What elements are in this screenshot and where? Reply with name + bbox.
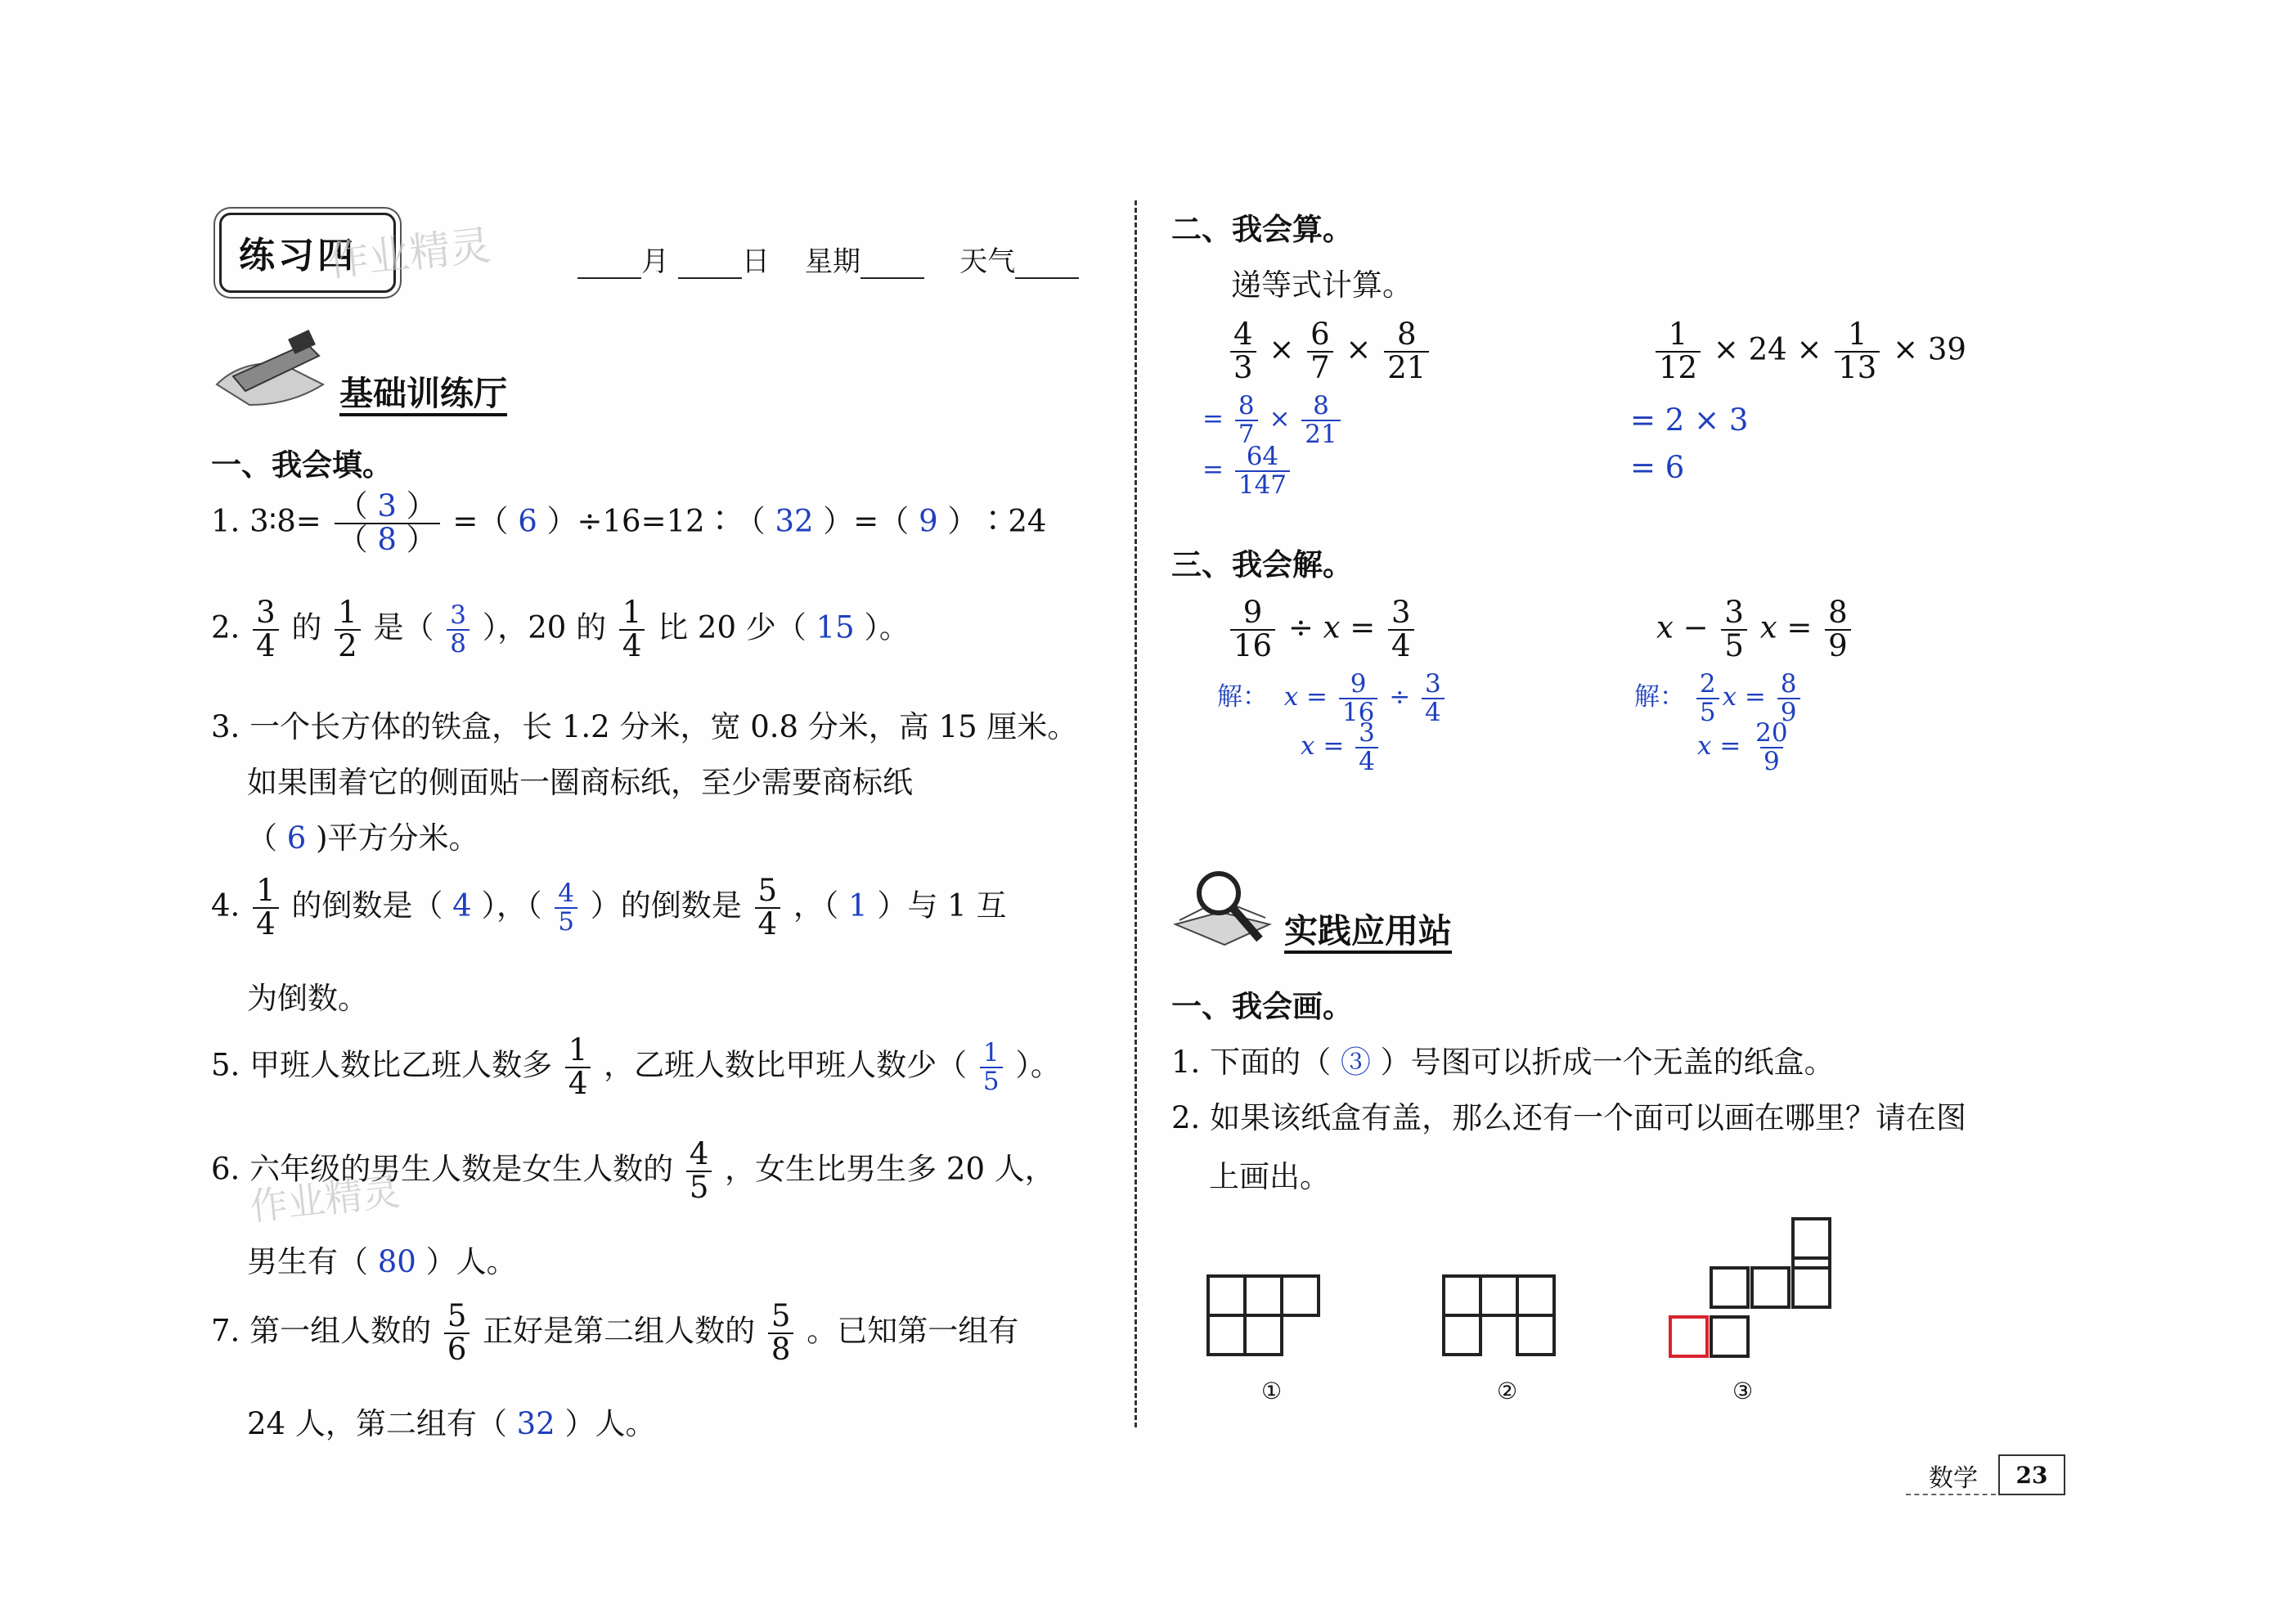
figure-label-1: ① (1261, 1378, 1283, 1405)
magnifier-book-icon (1171, 867, 1278, 953)
draw-question-2-line2: 上画出。 (1209, 1159, 1330, 1194)
equation-2: x − $\frac{3}{5}$ x = $\frac{8}{9}$ (1656, 597, 1854, 663)
draw-heading: 一、我会画。 (1171, 989, 1353, 1024)
question-7: 7. 第一组人数的 $\frac{5}{6}$ 正好是第二组人数的 $\frac{5}{8}$ 。已知第一组有 (211, 1298, 1019, 1367)
equation-1-step-2: x = $\frac{3}{4}$ (1301, 720, 1382, 775)
day-blank[interactable] (678, 253, 742, 279)
question-1: 1. 3∶8= $\frac{( 3 )}{( 8 )}$ =（ 6 ）÷16=12∶（ 32 ）=（ 9 ）∶24 (211, 488, 1047, 557)
page-number: 23 (1998, 1454, 2065, 1495)
question-3-line2: 如果围着它的侧面贴一圈商标纸，至少需要商标纸 (247, 765, 913, 800)
question-2: 2. $\frac{3}{4}$ 的 $\frac{1}{2}$ 是（ $\frac{3}{8}$ ），20 的 $\frac{1}{4}$ 比 20 少（ 15 ）。 (211, 595, 910, 663)
question-6-line2: 男生有（ 80 ）人。 (247, 1244, 517, 1279)
section-practice: 实践应用站 (1284, 911, 1452, 951)
lid-answer-square (1669, 1315, 1709, 1358)
section-basic-training: 基础训练厅 (339, 374, 507, 413)
footer-subject: 数学 (1929, 1464, 1978, 1493)
date-line: 月 日 星期 天气 (577, 239, 1079, 279)
weather-blank[interactable] (1015, 253, 1079, 279)
column-divider (1135, 200, 1137, 1427)
equation-1-step-1: 解： x = $\frac{9}{16}$ ÷ $\frac{3}{4}$ (1217, 671, 1448, 726)
equation-2-step-2: x = $\frac{20}{9}$ (1697, 718, 1788, 776)
figure-label-3: ③ (1732, 1378, 1754, 1405)
calc-1-expression: $\frac{4}{3}$ × $\frac{6}{7}$ × $\frac{8}{21}$ (1227, 319, 1432, 384)
calc-1-step-1: = $\frac{8}{7}$ × $\frac{8}{21}$ (1202, 393, 1344, 447)
answer-q1-num: 3 (377, 488, 397, 524)
draw-question-1: 1. 下面的（ ③ ）号图可以折成一个无盖的纸盒。 (1171, 1045, 1835, 1080)
weekday-blank[interactable] (860, 253, 924, 279)
answer-q1-den: 8 (377, 521, 397, 557)
question-4: 4. $\frac{1}{4}$ 的倒数是（ 4 ），（ $\frac{4}{5}$ ）的倒数是 $\frac{5}{4}$ ，（ 1 ）与 1 互 (211, 873, 1007, 942)
exercise-title: 练习四 (239, 235, 357, 276)
figure-label-2: ② (1497, 1378, 1518, 1405)
footer-rule (1906, 1494, 1996, 1495)
calc-heading: 二、我会算。 (1171, 212, 1353, 247)
question-3: 3. 一个长方体的铁盒，长 1.2 分米，宽 0.8 分米，高 15 厘米。 (211, 709, 1078, 744)
question-7-line2: 24 人，第二组有（ 32 ）人。 (247, 1406, 656, 1441)
question-3-line3: （ 6 )平方分米。 (247, 820, 479, 856)
equation-1: $\frac{9}{16}$ ÷ x = $\frac{3}{4}$ (1227, 597, 1418, 663)
watermark-2: 作业精灵 (247, 1169, 402, 1229)
calc-2-expression: $\frac{1}{12}$ × 24 × $\frac{1}{13}$ × 39 (1652, 319, 1966, 384)
calc-2-step-1: = 2 × 3 (1630, 402, 1749, 438)
question-6: 6. 六年级的男生人数是女生人数的 $\frac{4}{5}$ ，女生比男生多 20 人， (211, 1136, 1055, 1205)
pencil-scroll-icon (209, 327, 331, 409)
draw-question-2: 2. 如果该纸盒有盖，那么还有一个面可以画在哪里？请在图 (1171, 1100, 1967, 1135)
calc-1-step-2: = $\frac{64}{147}$ (1202, 443, 1293, 498)
question-5: 5. 甲班人数比乙班人数多 $\frac{1}{4}$ ，乙班人数比甲班人数少（ $\frac{1}{5}$ ）。 (211, 1032, 1061, 1101)
fill-heading: 一、我会填。 (211, 447, 393, 483)
month-blank[interactable] (577, 253, 641, 279)
question-4-line2: 为倒数。 (247, 981, 368, 1016)
calc-subheading: 递等式计算。 (1231, 267, 1413, 303)
equation-2-step-1: 解： $\frac{2}{5}$ x = $\frac{8}{9}$ (1634, 671, 1804, 726)
watermark: 作业精灵 (325, 221, 493, 286)
calc-2-step-2: = 6 (1630, 450, 1685, 485)
solve-heading: 三、我会解。 (1171, 547, 1353, 582)
